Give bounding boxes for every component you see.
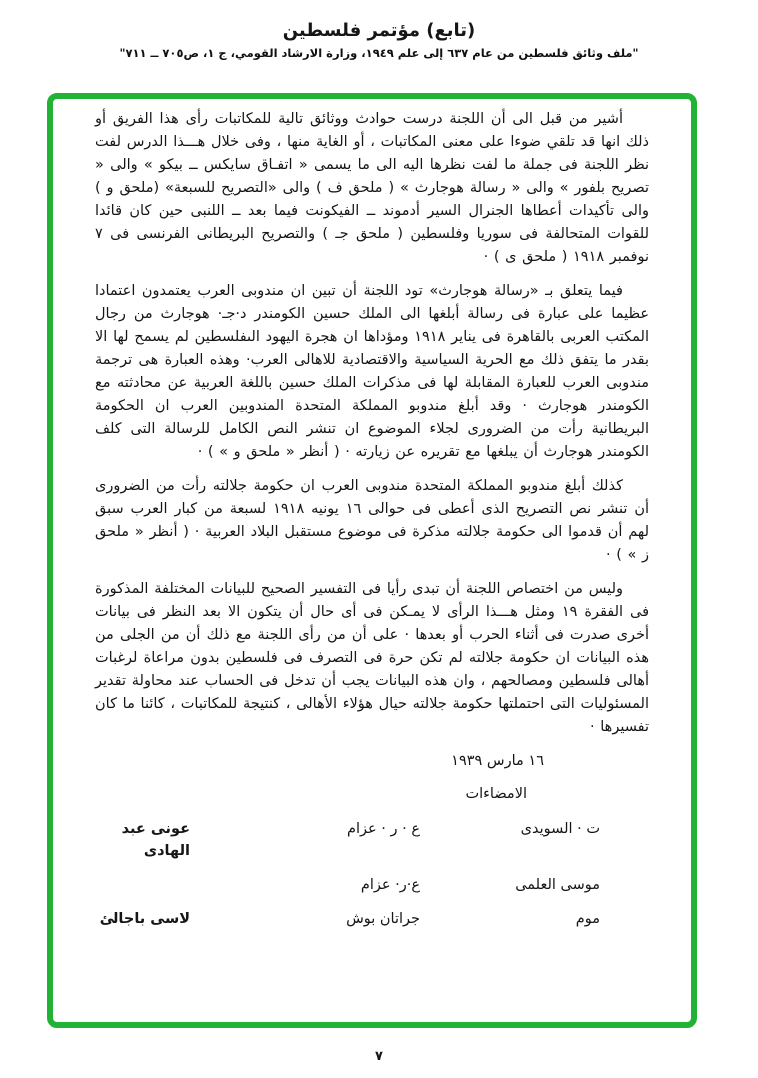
paragraph-4: وليس من اختصاص اللجنة أن تبدى رأيا فى التفسير الصحيح للبيانات المختلفة المذكورة فى الفقرة ١٩ ومثل هـــذا الرأى لا يمـكن فى أى حال أن يتكون الا بعد النظر فى بيانات أخرى صدرت فى أثناء الحرب أو بعدها · على أن من رأى اللجنة مع ذلك أن من الجلى من هذه البيانات ان حكومة جلالته لم تكن حرة فى التصرف فى فلسطين بدون مراعاة لرغبات أهالى فلسطين ومصالحهم ، وان هذه البيانات يجب أن تدخل فى الحساب عند محاولة تقدير المسئوليات التى احتملتها حكومة جلالته حيال هؤلاء الأهالى ، كنتيجة للمكاتبات ، كائنا ما كان تفسيرها · (95, 581, 649, 735)
document-date: ١٦ مارس ١٩٣٩ (451, 753, 544, 769)
signatory-name: لاسى باجالئ (99, 911, 190, 927)
document-title: (تابع) مؤتمر فلسطين (282, 20, 476, 41)
paragraph-1: أشير من قبل الى أن اللجنة درست حوادث ووثائق تالية للمكاتبات رأى هذا الفريق أو ذلك انها قد تلقي ضوءا على معنى المكاتبات ، أو الغاية منها ، وفى خلال هـــذا الدرس لفت نظر اللجنة فى جملة ما لفت نظرها اليه الى ما يسمى « اتفـاق سايكس ــ بيكو » والى « تصريح بلفور » والى « رسالة هوجارث » ( ملحق ف ) والى «التصريح للسبعة» (ملحق و ) والى تأكيدات أعطاها الجنرال السير أدموند ــ الفيكونت فيما بعد ــ اللنبى حين كان قائدا للقوات المتحالفة فى سوريا وفلسطين ( ملحق جـ ) والتصريح البريطانى الفرنسى فى ٧ نوفمبر ١٩١٨ ( ملحق ى ) · (95, 111, 649, 265)
signatures-heading: الامضاءات (465, 786, 527, 802)
signatory-name: عونى عبد الهادى (121, 821, 190, 859)
signatory-name: موم (575, 911, 600, 927)
green-border-frame (47, 93, 697, 1028)
signatory-name: ع·ر· عزام (360, 877, 420, 893)
signature-row (95, 874, 649, 896)
paragraph-2: فيما يتعلق بـ «رسالة هوجارث» تود اللجنة أن تبين ان مندوبى العرب يعتمدون اعتمادا عظيما على عبارة فى رسالة أبلغها الى الملك حسين الكومندر د·جـ· هوجارث من رجال المكتب العربى بالقاهرة فى يناير ١٩١٨ ومؤداها ان هجرة اليهود الىفلسطين لم يسمح لها الا بقدر ما يتفق ذلك مع الحرية السياسية والاقتصادية للاهالى العرب· وهذه العبارة هى ترجمة مندوبى العرب للعبارة المقابلة لها فى مذكرات الملك حسين باللغة العربية عن محادثته مع الكومندر هوجارث · وقد أبلغ مندوبو المملكة المتحدة المندوبين العرب ان الحكومة البريطانية رأت من الضرورى لجلاء الموضوع ان تنشر النص الكامل للرسالة التى كلف الكومندر هوجارث أن يبلغها مع تقريره عن زيارته · ( أنظر « ملحق و » ) · (95, 283, 650, 460)
signature-row (95, 818, 649, 862)
document-source-reference: "ملف وثائق فلسطين من عام ٦٣٧ إلى علم ١٩٤٩، وزارة الارشاد القومي، ج ١، ص٧٠٥ ــ ٧١١" (119, 46, 639, 60)
page-header (0, 0, 758, 60)
signatory-name: موسى العلمى (515, 877, 600, 893)
signatory-name (95, 874, 219, 896)
document-body (95, 108, 649, 739)
signatory-name: جراتان بوش (346, 911, 420, 927)
paragraph-3: كذلك أبلغ مندوبو المملكة المتحدة مندوبى العرب ان حكومة جلالته رأت من الضرورى أن تنشر نص التصريح الذى أعطى فى حوالى ١٦ يونيه ١٩١٨ لسبعة من كبار العرب سبق لهم أن قدموا الى حكومة جلالته مذكرة فى موضوع مستقبل البلاد العربية · ( أنظر « ملحق ز » ) · (95, 478, 649, 563)
signatory-name: ع · ر · عزام (347, 821, 420, 837)
page-number: ٧ (375, 1049, 383, 1064)
signatory-name: ت · السويدى (520, 821, 600, 837)
signature-row (95, 908, 649, 930)
